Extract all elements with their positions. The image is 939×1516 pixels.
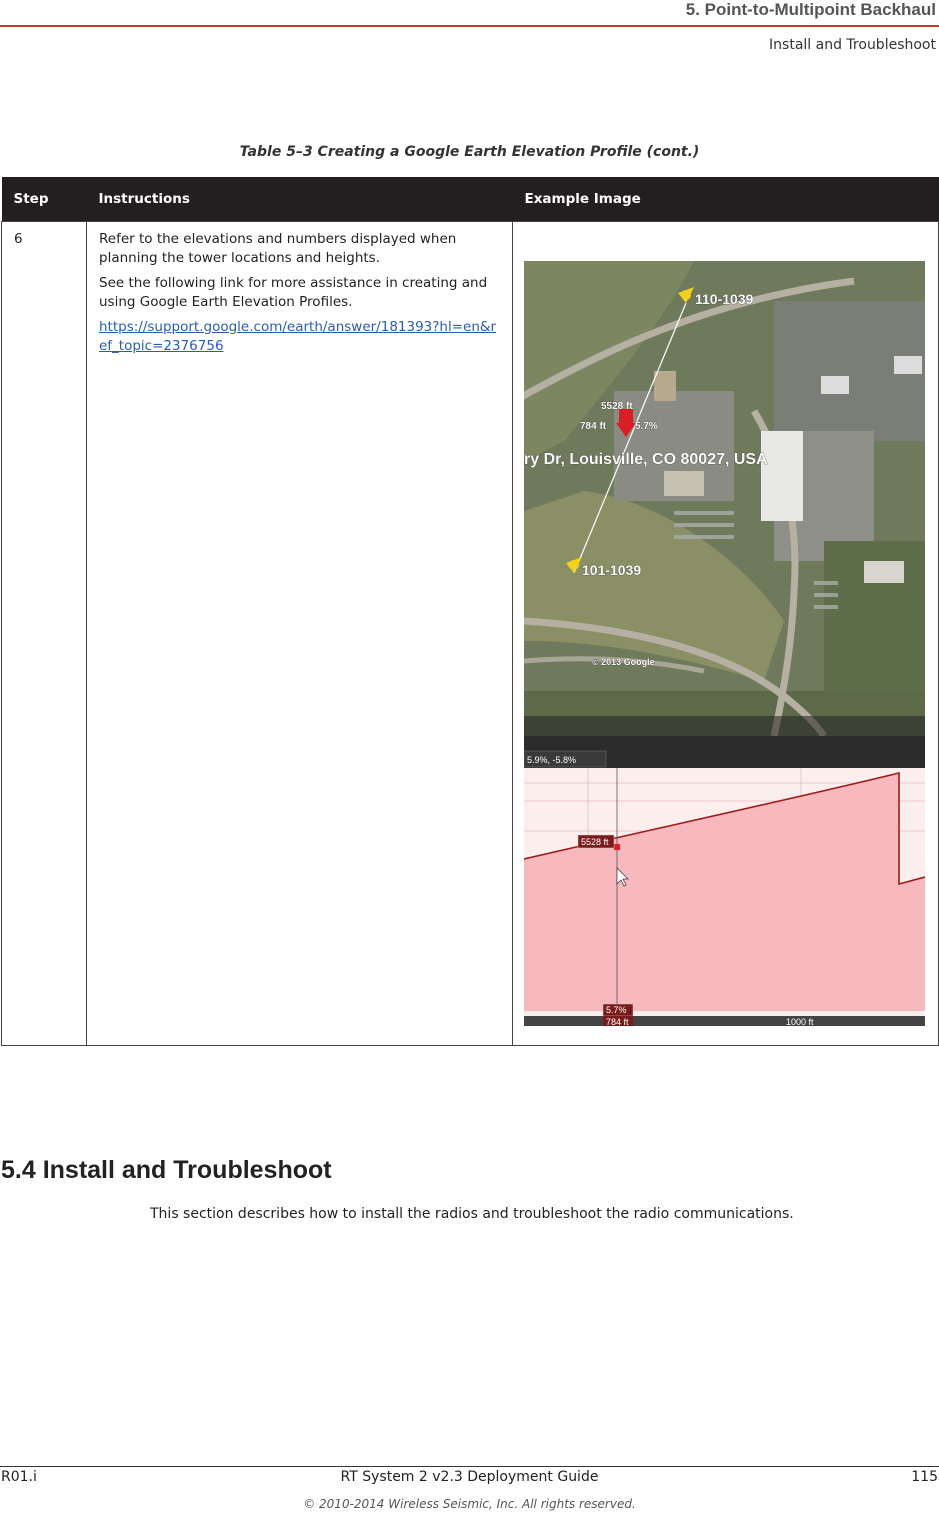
distance-label: 5528 ft [601,400,633,412]
profile-distance-tag: 5528 ft [581,836,609,847]
footer-rule [0,1466,939,1467]
grade-label: 5.7% [635,420,658,432]
footer-copyright: © 2010-2014 Wireless Seismic, Inc. All rights reserved. [303,1497,636,1511]
example-image-cell [513,221,939,1045]
profile-grade-tag: 5.7% [606,1004,627,1015]
elevation-label: 784 ft [580,420,607,432]
section-subtitle: Install and Troubleshoot [769,37,936,53]
instruction-text: Refer to the elevations and numbers displayed when planning the tower locations and heights. [99,230,457,266]
section-heading: 5.4 Install and Troubleshoot [1,1156,332,1184]
table-row [2,221,939,1045]
aerial-map [524,261,925,736]
instructions-cell [87,221,513,1045]
table-caption: Table 5–3 Creating a Google Earth Elevation Profile (cont.) [239,144,700,160]
column-header-step: Step [2,177,87,221]
steps-table [1,177,939,1046]
table-header-row [2,177,939,221]
pin-label-top: 110-1039 [695,290,754,307]
address-label: ry Dr, Louisville, CO 80027, USA [524,450,768,468]
pin-label-bottom: 101-1039 [582,561,642,578]
page-number: 115 [911,1469,938,1485]
chapter-title: 5. Point-to-Multipoint Backhaul [685,0,936,19]
footer-revision: R01.i [1,1469,37,1485]
elevation-profile-chart [524,736,925,1026]
column-header-instructions: Instructions [87,177,513,221]
section-description: This section describes how to install the radios and troubleshoot the radio communications. [150,1206,794,1222]
elevation-profile-screenshot [524,261,925,1026]
header-rule [0,25,939,27]
profile-elevation-tag: 784 ft [606,1016,629,1026]
column-header-example-image: Example Image [513,177,939,221]
profile-scale-label: 1000 ft [786,1016,814,1026]
help-link[interactable]: https://support.google.com/earth/answer/181393?hl=en&ref_topic=2376756 [99,318,496,354]
map-copyright: © 2013 Google [592,656,655,667]
profile-range-label: 5.9%, -5.8% [527,754,577,765]
instruction-text: See the following link for more assistance in creating and using Google Earth Elevation Profiles. [99,274,488,310]
step-number: 6 [2,221,87,1045]
footer-doc-title: RT System 2 v2.3 Deployment Guide [340,1469,599,1485]
